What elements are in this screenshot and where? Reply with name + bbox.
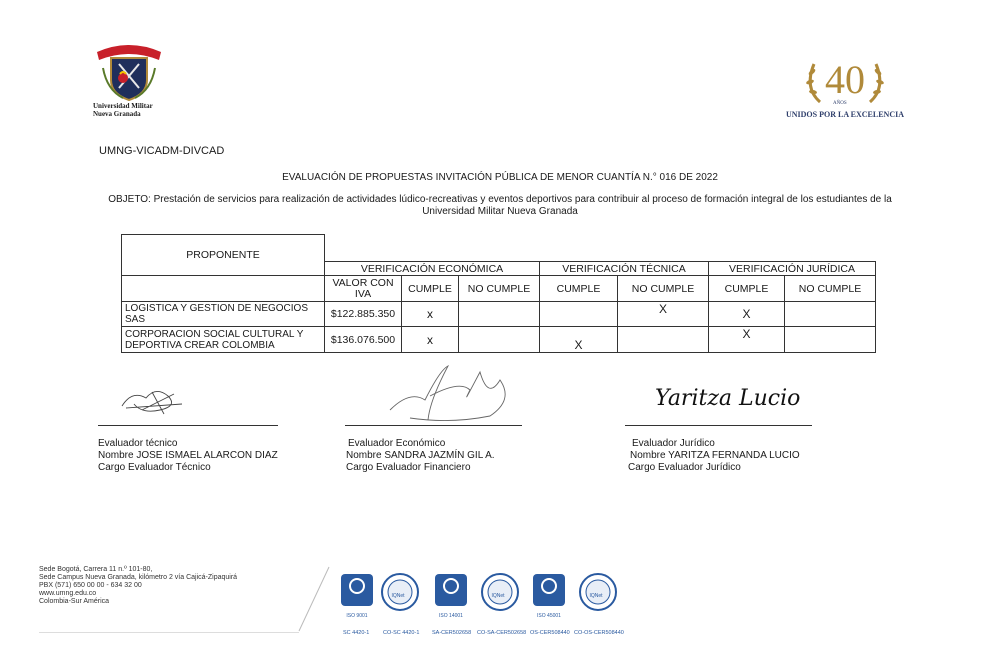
table-row (122, 302, 876, 327)
tec-no-cumple-cell: X (618, 302, 709, 327)
footer-line: Sede Campus Nueva Granada, kilómetro 2 vía Cajicá-Zipaquirá (39, 574, 238, 581)
jur-no-cumple-header: NO CUMPLE (785, 276, 876, 302)
signature-cargo: Cargo Evaluador Jurídico (628, 462, 741, 473)
footer-line: Sede Bogotá, Carrera 11 n.º 101-80, (39, 566, 153, 573)
signature-line-3 (625, 425, 812, 426)
icontec-icon (433, 572, 469, 608)
proponente-cell: LOGISTICA Y GESTION DE NEGOCIOS SAS (122, 302, 325, 327)
footer-website: www.umng.edu.co (39, 590, 97, 597)
iqnet-badge (578, 572, 614, 620)
anniversary-anos: AÑOS (833, 101, 847, 106)
icontec-icon (531, 572, 567, 608)
icontec-iso9001-badge (339, 572, 375, 620)
signature-role: Evaluador técnico (98, 438, 178, 449)
jur-cumple-cell: X (709, 327, 785, 353)
valor-cell: $136.076.500 (325, 327, 402, 353)
signature-name: Nombre SANDRA JAZMÍN GIL A. (346, 450, 495, 461)
icontec-icon (339, 572, 375, 608)
cert-code: CO-OS-CER508440 (574, 630, 624, 636)
tecnica-header: VERIFICACIÓN TÉCNICA (540, 262, 709, 276)
signature-block-1 (98, 438, 278, 474)
eco-cumple-cell: x (402, 302, 459, 327)
valor-header: VALOR CON IVA (325, 276, 402, 302)
iqnet-icon (480, 572, 520, 612)
badge-label: IQNet (589, 593, 603, 599)
objeto-text: Prestación de servicios para realización de actividades lúdico-recreativas y eventos deportivos para contribuir al proceso de formación integral de los estudiantes de la Universidad Militar Nueva Granada (150, 194, 892, 217)
jur-cumple-cell: X (709, 302, 785, 327)
signature-3-script: Yaritza Lucio (655, 386, 801, 411)
jur-no-cumple-cell (785, 302, 876, 327)
badge-label: IQNet (491, 593, 505, 599)
university-name (93, 102, 173, 118)
cert-code: CO-SA-CER502658 (477, 630, 527, 636)
document-code: UMNG-VICADM-DIVCAD (99, 145, 225, 157)
document-title: EVALUACIÓN DE PROPUESTAS INVITACIÓN PÚBLICA DE MENOR CUANTÍA N.° 016 DE 2022 (282, 172, 718, 183)
document-objeto (100, 194, 900, 218)
evaluation-table (121, 234, 876, 353)
cert-code: SA-CER502658 (432, 630, 472, 636)
footer-address (39, 566, 237, 606)
university-name-line2: Nueva Granada (93, 110, 141, 118)
footer-rule (39, 632, 299, 633)
eco-no-cumple-cell (459, 302, 540, 327)
tec-cumple-header: CUMPLE (540, 276, 618, 302)
tec-cumple-cell: X (540, 327, 618, 353)
signature-role: Evaluador Económico (348, 438, 446, 449)
signature-1-icon (112, 380, 192, 420)
signature-2-icon (370, 360, 520, 426)
signature-role: Evaluador Jurídico (632, 438, 715, 449)
footer-divider (295, 565, 335, 633)
iqnet-icon (578, 572, 618, 612)
signature-line-2 (345, 425, 522, 426)
university-logo (93, 40, 165, 126)
tec-no-cumple-cell (618, 327, 709, 353)
eco-no-cumple-cell (459, 327, 540, 353)
badge-label: IQNet (391, 593, 405, 599)
objeto-label: OBJETO: (108, 194, 151, 205)
signature-line-1 (98, 425, 278, 426)
anniversary-logo (770, 58, 920, 124)
anniversary-number: 40 (825, 57, 865, 102)
cert-code: SC 4420-1 (343, 630, 370, 636)
university-name-line1: Universidad Militar (93, 102, 153, 110)
icontec-iso45001-badge (531, 572, 567, 620)
eco-no-cumple-header: NO CUMPLE (459, 276, 540, 302)
eco-cumple-cell: x (402, 327, 459, 353)
cert-code: CO-SC 4420-1 (383, 630, 420, 636)
iqnet-badge (480, 572, 516, 620)
iqnet-badge (380, 572, 416, 620)
footer-line: PBX (571) 650 00 00 - 634 32 00 (39, 582, 142, 589)
footer-line: Colombia-Sur América (39, 598, 110, 605)
signature-name: Nombre JOSE ISMAEL ALARCON DIAZ (98, 450, 278, 461)
juridica-header: VERIFICACIÓN JURÍDICA (709, 262, 876, 276)
signature-block-3 (628, 438, 800, 474)
valor-cell: $122.885.350 (325, 302, 402, 327)
badge-label: ISO 14001 (439, 613, 463, 619)
tec-cumple-cell (540, 302, 618, 327)
anniversary-motto: UNIDOS POR LA EXCELENCIA (785, 110, 905, 119)
proponente-subheader-blank (122, 276, 325, 302)
signature-cargo: Cargo Evaluador Técnico (98, 462, 211, 473)
university-shield-icon (93, 40, 165, 102)
economica-header: VERIFICACIÓN ECONÓMICA (325, 262, 540, 276)
eco-cumple-header: CUMPLE (402, 276, 459, 302)
signature-cargo: Cargo Evaluador Financiero (346, 462, 471, 473)
badge-label: ISO 45001 (537, 613, 561, 619)
cert-code: OS-CER508440 (530, 630, 570, 636)
badge-label: ISO 9001 (346, 613, 368, 619)
tec-no-cumple-header: NO CUMPLE (618, 276, 709, 302)
icontec-iso14001-badge (433, 572, 469, 620)
iqnet-icon (380, 572, 420, 612)
jur-no-cumple-cell (785, 327, 876, 353)
signature-block-2 (346, 438, 495, 474)
jur-cumple-header: CUMPLE (709, 276, 785, 302)
proponente-header: PROPONENTE (122, 235, 325, 276)
signature-name: Nombre YARITZA FERNANDA LUCIO (630, 450, 800, 461)
table-top-spacer (325, 235, 876, 262)
proponente-cell: CORPORACION SOCIAL CULTURAL Y DEPORTIVA CREAR COLOMBIA (122, 327, 325, 353)
table-row (122, 327, 876, 353)
